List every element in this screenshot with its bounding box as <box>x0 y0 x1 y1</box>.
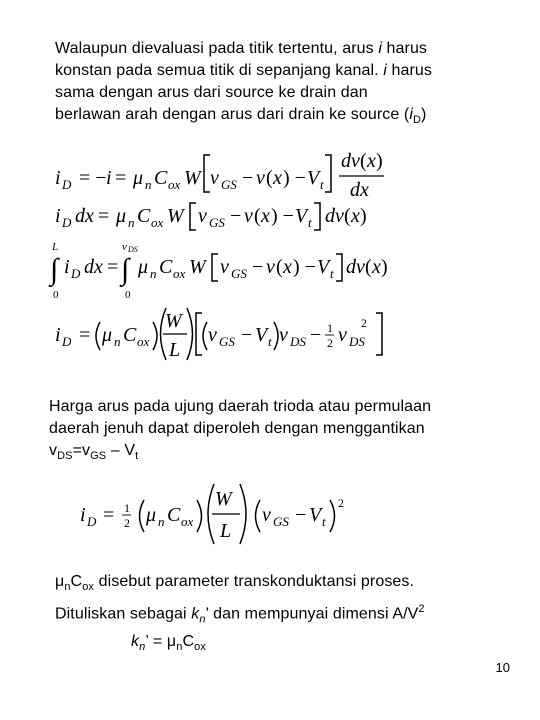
middle-line-2: daerah jenuh dapat diperoleh dengan menggantikan <box>49 420 425 437</box>
svg-text:V: V <box>307 167 320 189</box>
svg-text:μ: μ <box>133 167 144 189</box>
svg-text:−: − <box>230 205 242 227</box>
svg-text:L: L <box>220 520 232 542</box>
svg-text:t: t <box>308 215 312 230</box>
svg-text:μ: μ <box>116 205 127 227</box>
svg-text:0: 0 <box>53 289 59 301</box>
svg-text:μ: μ <box>146 504 157 526</box>
svg-text:−: − <box>295 504 307 526</box>
svg-text:(: ( <box>365 256 372 278</box>
svg-text:dv: dv <box>325 205 344 227</box>
svg-text:(: ( <box>254 205 261 227</box>
svg-text:x: x <box>351 205 360 227</box>
svg-text:v: v <box>256 167 265 189</box>
intro-line-2: konstan pada semua titik di sepanjang kanal. i harus <box>55 62 432 79</box>
svg-text:−: − <box>310 324 322 346</box>
svg-text:=: = <box>98 205 110 227</box>
svg-text:W: W <box>167 205 184 227</box>
svg-text:−: − <box>242 167 254 189</box>
svg-text:GS: GS <box>209 215 225 230</box>
footer-line-1: $\mu_nC_{ox}$ disebut parameter transkonduktansi proses. <box>55 573 415 594</box>
middle-line-1: Harga arus pada ujung daerah trioda atau permulaan <box>49 398 432 415</box>
intro-line-3: sama dengan arus dari source ke drain dan <box>55 84 368 101</box>
svg-text:ox: ox <box>137 334 150 349</box>
svg-text:=: = <box>103 504 115 526</box>
svg-text:): ) <box>381 256 388 278</box>
svg-text:DS: DS <box>349 334 365 349</box>
svg-text:x: x <box>261 205 270 227</box>
svg-text:dv: dv <box>341 150 360 172</box>
footer-line-3: $k_n$’ = $\mu_nC_{ox}$ <box>131 632 206 653</box>
svg-text:): ) <box>376 150 383 172</box>
svg-text:ox: ox <box>173 266 186 281</box>
svg-text:v: v <box>262 504 271 526</box>
svg-text:n: n <box>128 215 135 230</box>
svg-text:2: 2 <box>338 496 344 510</box>
svg-text:=: = <box>115 167 127 189</box>
svg-text:W: W <box>184 167 201 189</box>
svg-text:W: W <box>189 256 206 278</box>
svg-text:W: W <box>165 310 182 332</box>
svg-text:1: 1 <box>124 501 130 515</box>
svg-text:D: D <box>87 514 97 529</box>
footer-line-2: Dituliskan sebagai $k_n$’ dan mempunyai dimensi $A/V^2$ <box>55 603 425 626</box>
svg-text:C: C <box>159 256 173 278</box>
footer-paragraph <box>55 571 515 658</box>
svg-text:v: v <box>338 324 347 346</box>
svg-text:C: C <box>137 205 151 227</box>
svg-text:dx: dx <box>350 179 369 201</box>
svg-text:W: W <box>215 488 232 510</box>
svg-text:C: C <box>123 324 137 346</box>
svg-text:D: D <box>62 334 72 349</box>
svg-text:=: = <box>107 256 119 278</box>
svg-text:): ) <box>360 205 367 227</box>
svg-text:D: D <box>62 215 72 230</box>
svg-text:V: V <box>317 256 330 278</box>
middle-paragraph <box>49 396 509 467</box>
svg-text:GS: GS <box>273 514 289 529</box>
svg-text:(: ( <box>360 150 367 172</box>
svg-text:i: i <box>55 205 61 227</box>
svg-text:v: v <box>210 167 219 189</box>
svg-text:V: V <box>309 504 322 526</box>
svg-text:i: i <box>64 256 70 278</box>
svg-text:x: x <box>367 150 376 172</box>
svg-text:) −: ) − <box>271 205 294 227</box>
svg-text:t: t <box>320 177 324 192</box>
svg-text:i: i <box>55 167 61 189</box>
svg-text:μ: μ <box>138 256 149 278</box>
svg-text:=: = <box>79 324 91 346</box>
svg-text:2: 2 <box>124 516 130 530</box>
equation-4 <box>55 308 382 361</box>
svg-text:(: ( <box>266 167 273 189</box>
svg-text:v: v <box>122 241 127 253</box>
equation-5 <box>80 484 344 544</box>
svg-text:2: 2 <box>327 336 333 350</box>
svg-text:n: n <box>158 514 165 529</box>
svg-text:v: v <box>220 256 229 278</box>
svg-text:ox: ox <box>168 177 181 192</box>
svg-text:v: v <box>244 205 253 227</box>
svg-text:1: 1 <box>327 321 333 335</box>
svg-text:DS: DS <box>128 245 138 254</box>
svg-text:μ: μ <box>102 324 113 346</box>
svg-text:−: − <box>241 324 253 346</box>
svg-text:L: L <box>52 241 59 253</box>
svg-text:t: t <box>268 334 272 349</box>
svg-text:dv: dv <box>346 256 365 278</box>
svg-text:dx: dx <box>84 256 103 278</box>
svg-text:n: n <box>150 266 157 281</box>
svg-text:D: D <box>62 177 72 192</box>
svg-text:) −: ) − <box>283 167 306 189</box>
svg-text:V: V <box>255 324 268 346</box>
equation-3 <box>48 241 388 301</box>
intro-line-1: Walaupun dievaluasi pada titik tertentu, arus i harus <box>55 40 428 57</box>
svg-text:v: v <box>198 205 207 227</box>
equation-1 <box>55 150 384 201</box>
svg-text:x: x <box>283 256 292 278</box>
svg-text:∫: ∫ <box>50 253 59 286</box>
svg-text:x: x <box>372 256 381 278</box>
svg-text:ox: ox <box>181 514 194 529</box>
svg-text:(: ( <box>276 256 283 278</box>
svg-text:ox: ox <box>151 215 164 230</box>
svg-text:C: C <box>167 504 181 526</box>
svg-text:i: i <box>55 324 61 346</box>
svg-text:v: v <box>279 324 288 346</box>
svg-text:DS: DS <box>290 334 306 349</box>
svg-text:GS: GS <box>221 177 237 192</box>
svg-text:) −: ) − <box>293 256 316 278</box>
svg-text:dx: dx <box>75 205 94 227</box>
equation-2 <box>55 203 367 230</box>
svg-text:C: C <box>154 167 168 189</box>
svg-text:i: i <box>80 504 86 526</box>
svg-text:t: t <box>330 266 334 281</box>
svg-text:n: n <box>114 334 121 349</box>
svg-text:0: 0 <box>125 289 131 301</box>
svg-text:(: ( <box>344 205 351 227</box>
svg-text:GS: GS <box>231 266 247 281</box>
svg-text:= −: = − <box>79 167 107 189</box>
svg-text:n: n <box>145 177 152 192</box>
intro-line-4: berlawan arah dengan arus dari drain ke source $(i_D)$ <box>55 106 427 127</box>
svg-text:v: v <box>266 256 275 278</box>
svg-text:−: − <box>252 256 264 278</box>
middle-line-3: $v_{DS}=v_{GS} - V_t$ <box>49 442 139 463</box>
svg-text:v: v <box>208 324 217 346</box>
page-number: 10 <box>495 660 510 675</box>
svg-text:V: V <box>295 205 308 227</box>
svg-text:GS: GS <box>219 334 235 349</box>
svg-text:x: x <box>273 167 282 189</box>
svg-text:L: L <box>169 339 181 361</box>
svg-text:i: i <box>106 167 112 189</box>
svg-text:D: D <box>71 266 81 281</box>
svg-text:2: 2 <box>361 316 367 330</box>
svg-text:t: t <box>322 514 326 529</box>
svg-text:∫: ∫ <box>121 253 130 286</box>
